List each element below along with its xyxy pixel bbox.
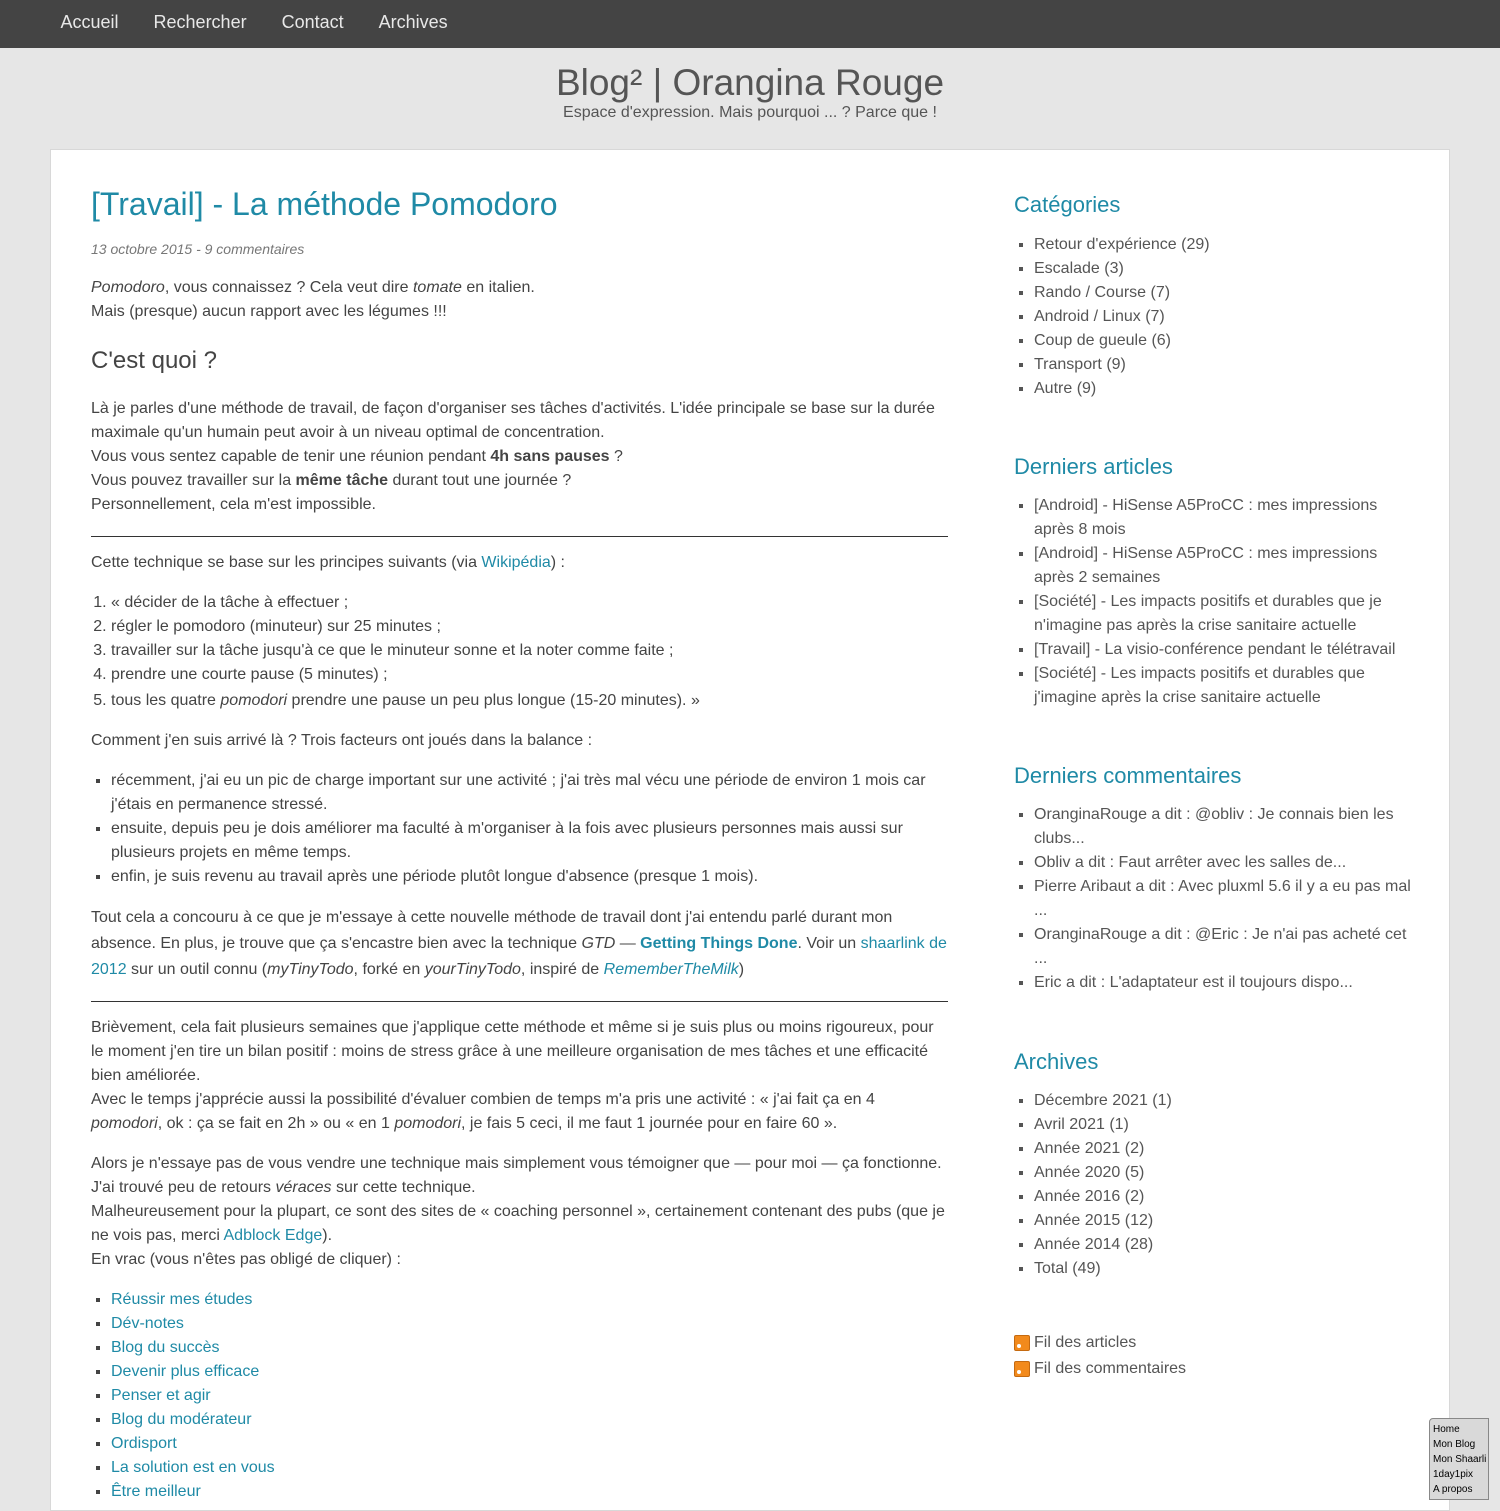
archive-name[interactable]: Décembre 2021 [1034,1092,1148,1109]
latest-article-item[interactable]: ▪ [Société] - Les impacts positifs et durables que j'imagine après la crise sanitaire actuelle [1034,662,1414,710]
archive-name[interactable]: Avril 2021 [1034,1116,1105,1133]
mini-menu-1day1pix[interactable]: 1day1pix [1433,1469,1474,1480]
p6-line-4: En vrac (vous n'êtes pas obligé de cliquer) : [91,1251,401,1268]
paragraph-2 [91,551,948,575]
archive-item[interactable] [1034,1089,1414,1113]
link-dev-notes[interactable]: Dév-notes [111,1315,184,1332]
archives-section [1014,1047,1414,1281]
category-count: (6) [1151,332,1171,349]
article-title[interactable]: [Travail] - La méthode Pomodoro [91,186,558,222]
archive-item[interactable] [1034,1257,1414,1281]
intro-text-b: en italien. [461,279,535,296]
list-item [111,1456,948,1480]
latest-article-item[interactable]: ▪ [Travail] - La visio-conférence pendant le télétravail [1034,638,1414,662]
latest-comments-title: Derniers commentaires [1014,763,1242,788]
latest-article-item[interactable]: ▪ [Société] - Les impacts positifs et durables que je n'imagine pas après la crise sanitaire actuelle [1034,590,1414,638]
p1-line-3c: durant tout une journée ? [388,472,572,489]
comment-item[interactable]: ▪ Eric a dit : L'adaptateur est il toujours dispo... [1034,971,1414,995]
comment-item[interactable]: ▪ Pierre Aribaut a dit : Avec pluxml 5.6 il y a eu pas mal ... [1034,875,1414,923]
category-item[interactable] [1034,257,1414,281]
categories-title: Catégories [1014,192,1121,217]
p4-gtd-em: GTD [581,935,616,952]
archive-count: (1) [1109,1116,1129,1133]
p4-text-d: sur un outil connu ( [126,961,268,978]
divider [91,1001,948,1002]
intro-line-2: Mais (presque) aucun rapport avec les légumes !!! [91,303,447,320]
p5-text-a: Avec le temps j'apprécie aussi la possibilité d'évaluer combien de temps m'a pris une activité : « j'ai fait ça en 4 [91,1091,875,1108]
category-item[interactable] [1034,353,1414,377]
list-item [111,1480,948,1504]
category-count: (7) [1150,284,1171,301]
mini-menu-apropos[interactable]: A propos [1433,1484,1473,1495]
feed-articles-link[interactable] [1014,1330,1414,1356]
p1-line-2c: ? [609,448,623,465]
nav-archives[interactable]: Archives [378,12,448,32]
wikipedia-link[interactable]: Wikipédia [481,554,551,571]
divider [91,536,948,537]
archive-name[interactable]: Année 2014 [1034,1236,1121,1253]
link-devenir-plus-efficace[interactable]: Devenir plus efficace [111,1363,260,1380]
intro-line-1 [91,276,948,300]
category-count: (7) [1145,308,1165,325]
list-item: 4. prendre une courte pause (5 minutes) ; [111,663,948,687]
p4-mytinytodo-em: myTinyTodo [267,961,354,978]
link-etre-meilleur[interactable]: Être meilleur [111,1483,201,1500]
p6-text-a: J'ai trouvé peu de retours [91,1179,276,1196]
archive-name[interactable]: Année 2020 [1034,1164,1121,1181]
p1-bold-2: même tâche [295,472,389,489]
ol5-text-b: prendre une pause un peu plus longue (15-20 minutes). » [287,692,700,709]
feed-comments-label[interactable]: Fil des commentaires [1034,1360,1187,1377]
archive-item[interactable] [1034,1209,1414,1233]
list-item: 3. travailler sur la tâche jusqu'à ce que le minuteur sonne et la noter comme faite ; [111,639,948,663]
category-name[interactable]: Android / Linux [1034,308,1141,325]
p4-yourtinytodo-em: yourTinyTodo [424,961,521,978]
archive-count: (12) [1124,1212,1154,1229]
p6-em: véraces [275,1179,332,1196]
list-item [111,1360,948,1384]
mini-menu-home[interactable]: Home [1433,1424,1460,1435]
article [91,150,948,1504]
mini-menu [1429,1418,1489,1500]
category-name[interactable]: Rando / Course [1034,284,1147,301]
p5-line-1: Brièvement, cela fait plusieurs semaines que j'applique cette méthode et même si je suis plus ou moins rigoureux, pour le moment j'en tire un bilan positif : moins de stress grâce à une meilleure organisation de mes tâches et une efficacité bien améliorée. [91,1019,934,1084]
archive-name[interactable]: Année 2016 [1034,1188,1121,1205]
archive-item[interactable] [1034,1233,1414,1257]
p4-text-g: ) [738,961,745,978]
list-item [111,1384,948,1408]
p4-text-c: . Voir un [797,935,861,952]
site-tagline: Espace d'expression. Mais pourquoi ... ? Parce que ! [563,104,937,121]
category-count: (3) [1104,260,1124,277]
archive-count: (2) [1124,1140,1145,1157]
p6-text-d: ). [322,1227,333,1244]
principles-list [91,591,948,713]
categories-section [1014,190,1414,401]
category-name[interactable]: Autre [1034,380,1073,397]
mini-menu-shaarli[interactable]: Mon Shaarli [1433,1454,1487,1465]
site-title[interactable]: Blog² | Orangina Rouge [555,62,945,103]
factors-list [91,769,948,889]
p4-text-f: , inspiré de [520,961,604,978]
link-penser-et-agir[interactable]: Penser et agir [111,1387,211,1404]
p1-line-2a: Vous vous sentez capable de tenir une réunion pendant [91,448,491,465]
paragraph-6 [91,1152,948,1272]
p6-line-1: Alors je n'essaye pas de vous vendre une technique mais simplement vous témoigner que — pour moi — ça fonctionne. [91,1155,942,1172]
comment-item[interactable]: ▪ OranginaRouge a dit : @obliv : Je connais bien les clubs... [1034,803,1414,851]
paragraph-1 [91,397,948,517]
p1-line-3a: Vous pouvez travailler sur la [91,472,296,489]
top-navigation [0,0,1500,48]
archive-name[interactable]: Année 2015 [1034,1212,1121,1229]
category-name[interactable]: Escalade [1034,260,1100,277]
archive-count: (28) [1124,1236,1154,1253]
latest-article-item[interactable]: ▪ [Android] - HiSense A5ProCC : mes impressions après 8 mois [1034,494,1414,542]
list-item [111,1432,948,1456]
latest-comments-section [1014,761,1414,995]
archive-count: (2) [1124,1188,1145,1205]
p2-text-a: Cette technique se base sur les principes suivants (via [91,554,482,571]
archive-count: (5) [1124,1164,1145,1181]
list-item [111,689,948,713]
link-blog-du-succes[interactable]: Blog du succès [111,1339,220,1356]
archive-item[interactable] [1034,1161,1414,1185]
ol5-text-a: tous les quatre [111,692,221,709]
nav-rechercher[interactable]: Rechercher [153,12,247,32]
rememberthemilk-link[interactable]: RememberTheMilk [603,961,739,978]
link-blog-du-moderateur[interactable]: Blog du modérateur [111,1411,252,1428]
feed-comments-link[interactable] [1014,1356,1414,1382]
category-name[interactable]: Transport [1034,356,1102,373]
rss-icon [1014,1335,1030,1351]
links-list [91,1288,948,1504]
list-item [111,1408,948,1432]
archive-count: (1) [1152,1092,1172,1109]
comment-item[interactable]: ▪ OranginaRouge a dit : @Eric : Je n'ai pas acheté cet ... [1034,923,1414,971]
section-heading: C'est quoi ? [91,347,217,374]
adblock-link[interactable]: Adblock Edge [223,1227,323,1244]
list-item: 1. « décider de la tâche à effectuer ; [111,591,948,615]
p5-em-2: pomodori [394,1115,462,1132]
category-count: (29) [1181,236,1210,253]
list-item [111,1288,948,1312]
p4-text-e: , forké en [353,961,425,978]
paragraph-4 [91,905,948,983]
archive-item[interactable] [1034,1185,1414,1209]
archive-item[interactable] [1034,1137,1414,1161]
mini-menu-blog[interactable]: Mon Blog [1433,1439,1476,1450]
p2-text-b: ) : [550,554,565,571]
category-item[interactable] [1034,281,1414,305]
p5-em-1: pomodori [91,1115,158,1132]
link-reussir-mes-etudes[interactable]: Réussir mes études [111,1291,253,1308]
rss-icon [1014,1361,1030,1377]
p6-text-c: Malheureusement pour la plupart, ce sont des sites de « coaching personnel », certainement contenant des pubs (que je ne vois pas, merci [91,1203,945,1244]
p4-text-a: Tout cela a concouru à ce que je m'essaye à cette nouvelle méthode de travail dont j'ai entendu parlé durant mon absence. En plus, je trouve que ça s'encastre bien avec la technique [91,909,893,952]
list-item: 2. régler le pomodoro (minuteur) sur 25 minutes ; [111,615,948,639]
sidebar [1014,150,1414,1382]
comment-item[interactable]: ▪ Obliv a dit : Faut arrêter avec les salles de... [1034,851,1414,875]
paragraph-5 [91,1016,948,1136]
category-item[interactable] [1034,305,1414,329]
category-item[interactable] [1034,377,1414,401]
archives-title: Archives [1014,1049,1099,1074]
p6-text-b: sur cette technique. [331,1179,476,1196]
intro-tomate-em: tomate [412,279,462,296]
list-item [111,1336,948,1360]
archive-name[interactable]: Total [1034,1260,1068,1277]
p1-bold-1: 4h sans pauses [490,448,610,465]
archive-count: (49) [1072,1260,1101,1277]
shaarlink-link[interactable]: shaarlink de 2012 [91,935,947,978]
archive-item[interactable] [1034,1113,1414,1137]
link-la-solution-est-en-vous[interactable]: La solution est en vous [111,1459,275,1476]
ol5-em: pomodori [220,692,288,709]
nav-contact[interactable]: Contact [281,12,344,32]
nav-accueil[interactable]: Accueil [60,12,119,32]
p1-line-1: Là je parles d'une méthode de travail, de façon d'organiser ses tâches d'activités. L'idée principale se base sur la durée maximale qu'un humain peut avoir à un niveau optimal de concentration. [91,400,935,441]
p5-text-b: , ok : ça se fait en 2h » ou « en 1 [157,1115,395,1132]
gtd-link[interactable]: Getting Things Done [640,935,798,952]
link-ordisport[interactable]: Ordisport [111,1435,177,1452]
content-container [50,149,1450,1511]
article-meta: 13 octobre 2015 - 9 commentaires [91,241,305,257]
feed-articles-label[interactable]: Fil des articles [1034,1334,1137,1351]
category-item[interactable] [1034,233,1414,257]
category-name[interactable]: Coup de gueule [1034,332,1147,349]
p1-line-4: Personnellement, cela m'est impossible. [91,496,376,513]
list-item: ▪ enfin, je suis revenu au travail après une période plutôt longue d'absence (presque 1 mois). [111,865,948,889]
feeds-section [1014,1330,1414,1382]
list-item: ▪ récemment, j'ai eu un pic de charge important sur une activité ; j'ai très mal vécu une période de environ 1 mois car j'étais en permanence stressé. [111,769,948,817]
list-item [111,1312,948,1336]
list-item: ▪ ensuite, depuis peu je dois améliorer ma faculté à m'organiser à la fois avec plusieurs personnes mais aussi sur plusieurs projets en même temps. [111,817,948,865]
latest-articles-section [1014,452,1414,710]
category-count: (9) [1106,356,1126,373]
archive-name[interactable]: Année 2021 [1034,1140,1121,1157]
category-count: (9) [1076,380,1097,397]
category-item[interactable] [1034,329,1414,353]
p4-dash: — [615,935,641,952]
p5-text-c: , je fais 5 ceci, il me faut 1 journée pour en faire 60 ». [461,1115,838,1132]
category-name[interactable]: Retour d'expérience [1034,236,1177,253]
paragraph-3: Comment j'en suis arrivé là ? Trois facteurs ont joués dans la balance : [91,732,593,749]
intro-text-a: , vous connaissez ? Cela veut dire [164,279,413,296]
latest-article-item[interactable]: ▪ [Android] - HiSense A5ProCC : mes impressions après 2 semaines [1034,542,1414,590]
intro-pomodoro-em: Pomodoro [91,279,165,296]
latest-articles-title: Derniers articles [1014,454,1173,479]
